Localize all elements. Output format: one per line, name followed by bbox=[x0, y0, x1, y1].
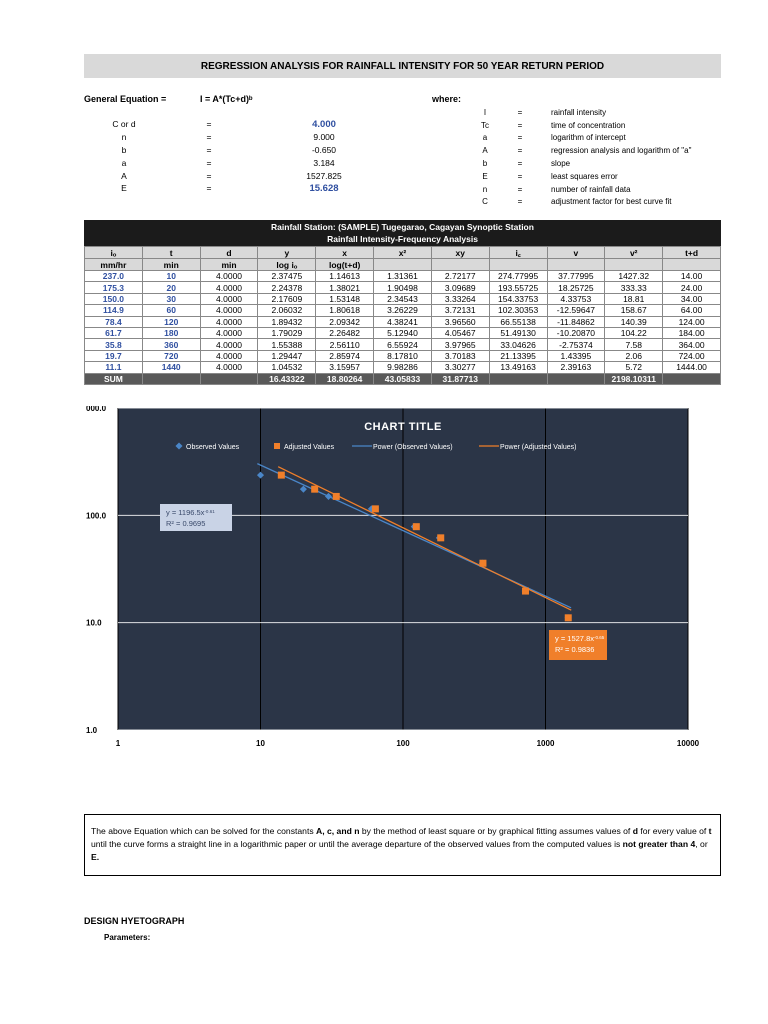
table-cell: 51.49130 bbox=[489, 327, 547, 338]
table-cell: 37.77995 bbox=[547, 271, 605, 282]
column-header: log(t+d) bbox=[316, 259, 374, 271]
definition-row bbox=[455, 119, 691, 132]
table-cell: 1.14613 bbox=[316, 271, 374, 282]
column-header: x bbox=[316, 247, 374, 259]
table-cell: 4.0000 bbox=[200, 339, 258, 350]
table-row bbox=[85, 271, 721, 282]
legend-marker-square bbox=[274, 443, 280, 449]
sum-cell: 16.43322 bbox=[258, 373, 316, 384]
param-name: b bbox=[121, 144, 127, 155]
def-eq: = bbox=[517, 197, 523, 207]
def-symbol: b bbox=[482, 159, 488, 169]
table-cell: 193.55725 bbox=[489, 282, 547, 293]
table-cell: 21.13395 bbox=[489, 350, 547, 361]
table-cell: 30 bbox=[142, 293, 200, 304]
legend-label: Power (Observed Values) bbox=[373, 444, 453, 451]
column-header bbox=[374, 259, 432, 271]
chart-title: CHART TITLE bbox=[364, 421, 442, 433]
note-box bbox=[84, 814, 721, 876]
def-text: number of rainfall data bbox=[551, 184, 631, 194]
table-cell: 124.00 bbox=[663, 316, 721, 327]
note-bold: not greater than 4 bbox=[622, 838, 696, 849]
column-header: log iₒ bbox=[258, 259, 316, 271]
table-subtitle: Rainfall Intensity-Frequency Analysis bbox=[327, 234, 478, 244]
table-row bbox=[85, 316, 721, 327]
table-cell: 10 bbox=[142, 271, 200, 282]
adjusted-fit-label bbox=[549, 630, 607, 660]
table-cell: 1.80618 bbox=[316, 305, 374, 316]
note-text: The above Equation which can be solved for the constants bbox=[91, 826, 317, 836]
table-cell: 724.00 bbox=[663, 350, 721, 361]
table-cell: 184.00 bbox=[663, 327, 721, 338]
table-cell: 34.00 bbox=[663, 293, 721, 304]
table-cell: 2.06 bbox=[605, 350, 663, 361]
column-header bbox=[547, 259, 605, 271]
x-tick-label: 1 bbox=[115, 739, 121, 748]
equation-text: $y = 1196.5x^{-0.61}$ bbox=[166, 508, 215, 517]
table-cell: 7.58 bbox=[605, 339, 663, 350]
param-row bbox=[84, 144, 394, 157]
definition-row bbox=[455, 132, 691, 145]
equation-exponent: -0.61 bbox=[204, 508, 215, 514]
table-cell: 4.38241 bbox=[374, 316, 432, 327]
column-header: iₒ bbox=[85, 247, 143, 259]
note-text: for every value of bbox=[637, 826, 709, 836]
param-name: n bbox=[121, 132, 127, 143]
rainfall-table bbox=[84, 246, 721, 385]
table-row bbox=[85, 327, 721, 338]
param-row bbox=[84, 169, 394, 182]
table-cell: 13.49163 bbox=[489, 362, 547, 373]
table-cell: 4.0000 bbox=[200, 293, 258, 304]
table-row bbox=[85, 339, 721, 350]
adjusted-point bbox=[413, 523, 420, 530]
sum-cell: SUM bbox=[85, 373, 143, 384]
table-cell: 8.17810 bbox=[374, 350, 432, 361]
note-text: , or bbox=[695, 838, 708, 849]
def-text: adjustment factor for best curve fit bbox=[551, 197, 672, 207]
y-tick-label: 1.0 bbox=[86, 726, 98, 735]
table-cell: 4.0000 bbox=[200, 316, 258, 327]
table-cell: 14.00 bbox=[663, 271, 721, 282]
general-equation-formula: I = A*(Tc+d)ᵇ bbox=[200, 94, 253, 104]
table-cell: 3.09689 bbox=[431, 282, 489, 293]
where-label: where: bbox=[432, 94, 462, 104]
param-row bbox=[84, 118, 394, 131]
column-header bbox=[605, 259, 663, 271]
param-value: 3.184 bbox=[313, 157, 335, 168]
adjusted-point bbox=[278, 472, 285, 479]
table-cell: 3.30277 bbox=[431, 362, 489, 373]
param-row bbox=[84, 182, 394, 195]
table-cell: 237.0 bbox=[85, 271, 143, 282]
column-header: min bbox=[142, 259, 200, 271]
table-cell: 3.15957 bbox=[316, 362, 374, 373]
table-cell: 33.04626 bbox=[489, 339, 547, 350]
table-cell: 333.33 bbox=[605, 282, 663, 293]
table-cell: 4.0000 bbox=[200, 362, 258, 373]
note-text: by the method of least square or by graphical fitting assumes values of bbox=[359, 826, 633, 836]
legend-label: Observed Values bbox=[186, 444, 240, 451]
table-cell: 180 bbox=[142, 327, 200, 338]
def-symbol: A bbox=[482, 146, 488, 156]
table-cell: 175.3 bbox=[85, 282, 143, 293]
table-cell: 150.0 bbox=[85, 293, 143, 304]
x-tick-label: 10000 bbox=[676, 739, 700, 748]
param-name: a bbox=[121, 157, 127, 168]
table-cell: 78.4 bbox=[85, 316, 143, 327]
table-row bbox=[85, 350, 721, 361]
note-bold: A, c, and n bbox=[316, 826, 360, 836]
column-header: i꜀ bbox=[489, 247, 547, 259]
param-eq: = bbox=[206, 119, 212, 130]
y-tick-label: 10.0 bbox=[86, 618, 102, 628]
table-cell: 2.34543 bbox=[374, 293, 432, 304]
table-cell: 18.81 bbox=[605, 293, 663, 304]
column-header: t+d bbox=[663, 247, 721, 259]
table-cell: 1440 bbox=[142, 362, 200, 373]
table-cell: 1.43395 bbox=[547, 350, 605, 361]
header-row-units bbox=[85, 259, 721, 271]
def-text: logarithm of intercept bbox=[551, 133, 626, 143]
param-value: 1527.825 bbox=[306, 170, 342, 181]
def-eq: = bbox=[517, 171, 523, 181]
table-cell: 4.0000 bbox=[200, 350, 258, 361]
def-eq: = bbox=[517, 120, 523, 130]
table-cell: 61.7 bbox=[85, 327, 143, 338]
param-eq: = bbox=[206, 183, 212, 194]
column-header: v bbox=[547, 247, 605, 259]
table-cell: 3.26229 bbox=[374, 305, 432, 316]
table-cell: 66.55138 bbox=[489, 316, 547, 327]
def-eq: = bbox=[517, 184, 523, 194]
def-text: time of concentration bbox=[551, 120, 626, 130]
column-header: t bbox=[142, 247, 200, 259]
param-value: 15.628 bbox=[309, 182, 339, 194]
table-cell: 6.55924 bbox=[374, 339, 432, 350]
table-cell: 4.05467 bbox=[431, 327, 489, 338]
table-cell: 9.98286 bbox=[374, 362, 432, 373]
param-eq: = bbox=[206, 170, 212, 181]
def-text: rainfall intensity bbox=[551, 107, 607, 117]
sum-cell bbox=[200, 373, 258, 384]
table-cell: 1.29447 bbox=[258, 350, 316, 361]
y-tick-label: 000.0 bbox=[86, 406, 107, 413]
adjusted-point bbox=[372, 505, 379, 512]
table-cell: 120 bbox=[142, 316, 200, 327]
note-bold: E. bbox=[91, 851, 100, 862]
legend-label: Power (Adjusted Values) bbox=[500, 444, 577, 451]
adjusted-point bbox=[437, 534, 444, 541]
sum-cell bbox=[663, 373, 721, 384]
general-equation-label: General Equation = bbox=[84, 94, 167, 104]
table-cell: 24.00 bbox=[663, 282, 721, 293]
def-text: regression analysis and logarithm of "a" bbox=[551, 146, 692, 156]
column-header: y bbox=[258, 247, 316, 259]
r-squared-text: R² = 0.9695 bbox=[166, 519, 206, 528]
report-title: REGRESSION ANALYSIS FOR RAINFALL INTENSITY FOR 50 YEAR RETURN PERIOD bbox=[84, 54, 721, 78]
x-tick-label: 1000 bbox=[536, 739, 555, 748]
def-eq: = bbox=[517, 133, 523, 143]
definitions-list bbox=[455, 106, 691, 208]
table-cell: 60 bbox=[142, 305, 200, 316]
def-symbol: n bbox=[482, 184, 488, 194]
param-name: A bbox=[121, 170, 127, 181]
table-cell: 1.79029 bbox=[258, 327, 316, 338]
y-tick-label: 100.0 bbox=[86, 511, 107, 521]
column-header: mm/hr bbox=[85, 259, 143, 271]
table-cell: 3.96560 bbox=[431, 316, 489, 327]
table-cell: 1.53148 bbox=[316, 293, 374, 304]
def-symbol: a bbox=[482, 133, 488, 143]
definition-row bbox=[455, 144, 691, 157]
adjusted-point bbox=[479, 560, 486, 567]
column-header: x² bbox=[374, 247, 432, 259]
sum-cell bbox=[142, 373, 200, 384]
table-cell: 102.30353 bbox=[489, 305, 547, 316]
parameters-label: Parameters: bbox=[104, 933, 151, 942]
table-row bbox=[85, 282, 721, 293]
table-cell: 104.22 bbox=[605, 327, 663, 338]
parameters-list bbox=[84, 118, 394, 195]
legend-label: Adjusted Values bbox=[284, 444, 335, 451]
definition-row bbox=[455, 196, 691, 209]
def-symbol: Tc bbox=[481, 120, 489, 130]
equation-text: $y = 1527.8x^{-0.65}$ bbox=[555, 634, 605, 643]
def-symbol: C bbox=[482, 197, 488, 207]
table-cell: -11.84862 bbox=[547, 316, 605, 327]
x-tick-label: 100 bbox=[396, 739, 410, 748]
table-cell: -10.20870 bbox=[547, 327, 605, 338]
table-cell: 4.0000 bbox=[200, 282, 258, 293]
definition-row bbox=[455, 157, 691, 170]
table-cell: 2.06032 bbox=[258, 305, 316, 316]
column-header: d bbox=[200, 247, 258, 259]
table-cell: 720 bbox=[142, 350, 200, 361]
design-hyetograph-heading: DESIGN HYETOGRAPH bbox=[84, 916, 185, 926]
chart-legend bbox=[175, 442, 576, 451]
table-cell: 2.37475 bbox=[258, 271, 316, 282]
column-header: xy bbox=[431, 247, 489, 259]
table-cell: 4.0000 bbox=[200, 271, 258, 282]
definition-row bbox=[455, 183, 691, 196]
station-name: Rainfall Station: (SAMPLE) Tugegarao, Cagayan Synoptic Station bbox=[271, 222, 534, 232]
table-cell: 2.24378 bbox=[258, 282, 316, 293]
note-bold: t bbox=[708, 826, 712, 836]
table-cell: 2.09342 bbox=[316, 316, 374, 327]
table-cell: 2.26482 bbox=[316, 327, 374, 338]
observed-fit-label bbox=[160, 504, 232, 531]
table-cell: 1.38021 bbox=[316, 282, 374, 293]
def-symbol: I bbox=[483, 107, 487, 117]
param-row bbox=[84, 156, 394, 169]
table-cell: 1444.00 bbox=[663, 362, 721, 373]
param-name: E bbox=[121, 183, 127, 194]
table-cell: 3.33264 bbox=[431, 293, 489, 304]
sum-cell: 18.80264 bbox=[316, 373, 374, 384]
equation-exponent: -0.65 bbox=[594, 634, 605, 640]
param-eq: = bbox=[206, 132, 212, 143]
sum-cell: 31.87713 bbox=[431, 373, 489, 384]
table-cell: 3.97965 bbox=[431, 339, 489, 350]
header-row-symbols bbox=[85, 247, 721, 259]
table-cell: 4.0000 bbox=[200, 305, 258, 316]
def-eq: = bbox=[517, 107, 523, 117]
sum-cell: 43.05833 bbox=[374, 373, 432, 384]
table-cell: -2.75374 bbox=[547, 339, 605, 350]
column-header: v² bbox=[605, 247, 663, 259]
table-cell: 2.39163 bbox=[547, 362, 605, 373]
sum-cell: 2198.10311 bbox=[605, 373, 663, 384]
table-cell: 18.25725 bbox=[547, 282, 605, 293]
sum-cell bbox=[489, 373, 547, 384]
table-cell: 2.72177 bbox=[431, 271, 489, 282]
table-cell: 64.00 bbox=[663, 305, 721, 316]
definition-row bbox=[455, 170, 691, 183]
table-cell: 1.55388 bbox=[258, 339, 316, 350]
def-text: slope bbox=[551, 159, 571, 169]
table-cell: 154.33753 bbox=[489, 293, 547, 304]
table-cell: 5.12940 bbox=[374, 327, 432, 338]
column-header: min bbox=[200, 259, 258, 271]
table-cell: 364.00 bbox=[663, 339, 721, 350]
adjusted-point bbox=[522, 588, 529, 595]
def-eq: = bbox=[517, 159, 523, 169]
table-cell: 19.7 bbox=[85, 350, 143, 361]
column-header bbox=[489, 259, 547, 271]
table-cell: 360 bbox=[142, 339, 200, 350]
table-cell: 274.77995 bbox=[489, 271, 547, 282]
table-cell: 2.85974 bbox=[316, 350, 374, 361]
table-cell: 5.72 bbox=[605, 362, 663, 373]
table-cell: 3.70183 bbox=[431, 350, 489, 361]
table-cell: 1.04532 bbox=[258, 362, 316, 373]
table-cell: 35.8 bbox=[85, 339, 143, 350]
table-title-bar bbox=[84, 220, 721, 246]
column-header bbox=[431, 259, 489, 271]
column-header bbox=[663, 259, 721, 271]
table-cell: 1.31361 bbox=[374, 271, 432, 282]
sum-row bbox=[85, 373, 721, 384]
r-squared-text: R² = 0.9836 bbox=[555, 645, 595, 654]
table-cell: 2.17609 bbox=[258, 293, 316, 304]
sum-cell bbox=[547, 373, 605, 384]
param-value: 4.000 bbox=[312, 118, 336, 130]
param-value: -0.650 bbox=[311, 144, 337, 155]
table-cell: 114.9 bbox=[85, 305, 143, 316]
def-symbol: E bbox=[482, 171, 488, 181]
table-row bbox=[85, 362, 721, 373]
table-cell: 140.39 bbox=[605, 316, 663, 327]
def-eq: = bbox=[517, 146, 523, 156]
definition-row bbox=[455, 106, 691, 119]
note-bold: d bbox=[632, 826, 638, 836]
table-row bbox=[85, 305, 721, 316]
param-row bbox=[84, 131, 394, 144]
adjusted-point bbox=[311, 486, 318, 493]
adjusted-point bbox=[565, 614, 572, 621]
param-value: 9.000 bbox=[313, 132, 335, 143]
param-eq: = bbox=[206, 157, 212, 168]
intensity-duration-chart bbox=[84, 406, 721, 784]
table-cell: 1.90498 bbox=[374, 282, 432, 293]
table-cell: 4.0000 bbox=[200, 327, 258, 338]
table-cell: 4.33753 bbox=[547, 293, 605, 304]
table-cell: 2.56110 bbox=[316, 339, 374, 350]
adjusted-point bbox=[333, 493, 340, 500]
table-cell: -12.59647 bbox=[547, 305, 605, 316]
table-cell: 3.72131 bbox=[431, 305, 489, 316]
def-text: least squares error bbox=[551, 171, 618, 181]
table-row bbox=[85, 293, 721, 304]
table-cell: 11.1 bbox=[85, 362, 143, 373]
table-cell: 20 bbox=[142, 282, 200, 293]
table-cell: 1427.32 bbox=[605, 271, 663, 282]
x-tick-label: 10 bbox=[256, 739, 265, 748]
table-cell: 158.67 bbox=[605, 305, 663, 316]
param-eq: = bbox=[206, 144, 212, 155]
note-text: until the curve forms a straight line in a logarithmic paper or until the average departure of the observed values from the computed values is bbox=[91, 838, 623, 849]
table-cell: 1.89432 bbox=[258, 316, 316, 327]
param-name: C or d bbox=[112, 119, 136, 130]
